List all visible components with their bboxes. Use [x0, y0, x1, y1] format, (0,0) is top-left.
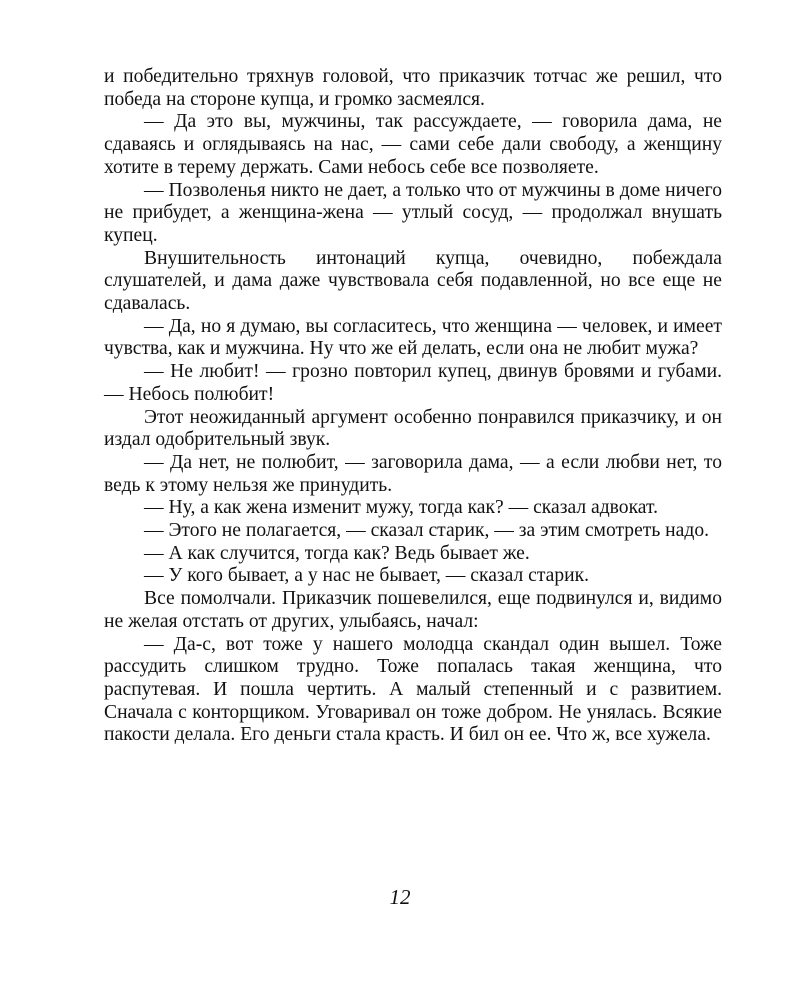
paragraph: — Ну, а как жена изменит мужу, тогда как? — сказал адвокат. — [144, 497, 658, 519]
page-text — [104, 66, 722, 747]
paragraph: — Да-с, вот тоже у нашего молодца скандал один вышел. Тоже рассудить слишком трудно. Тоже попалась такая женщина, что распутевая. И пошла чертить. А малый степенный и с развитием. Сначала с конторщиком. Уговаривал он тоже добром. Не унялась. Всякие пакости делала. Его деньги стала красть. И бил он ее. Что ж, все хужела. — [104, 633, 722, 746]
paragraph: Внушительность интонаций купца, очевидно, побеждала слушателей, и дама даже чувствовала себя подавленной, но все еще не сдавалась. — [104, 247, 722, 315]
paragraph: — Да нет, не полюбит, — заговорила дама, — а если любви нет, то ведь к этому нельзя же принудить. — [104, 451, 722, 496]
paragraph: — А как случится, тогда как? Ведь бывает же. — [144, 542, 530, 564]
paragraph-continuation: и победительно тряхнув головой, что приказчик тотчас же решил, что победа на стороне купца, и громко засмеялся. — [104, 66, 722, 110]
paragraph: — Да это вы, мужчины, так рассуждаете, — говорила дама, не сдаваясь и оглядываясь на нас, — сами себе дали свободу, а женщину хотите в терему держать. Сами небось себе все позволяете. — [104, 111, 722, 178]
paragraph: — Позволенья никто не дает, а только что от мужчины в доме ничего не прибудет, а женщина-жена — утлый сосуд, — продолжал внушать купец. — [104, 179, 722, 246]
paragraph: Этот неожиданный аргумент особенно понравился приказчику, и он издал одобрительный звук. — [104, 406, 722, 451]
paragraph: — Да, но я думаю, вы согласитесь, что женщина — человек, и имеет чувства, как и мужчина. Ну что же ей делать, если она не любит мужа? — [104, 315, 722, 360]
page-number: 12 — [389, 885, 411, 909]
paragraph: — Этого не полагается, — сказал старик, — за этим смотреть надо. — [144, 520, 710, 542]
paragraph: Все помолчали. Приказчик пошевелился, еще подвинулся и, видимо не желая отстать от других, улыбаясь, начал: — [104, 588, 722, 632]
paragraph: — У кого бывает, а у нас не бывает, — сказал старик. — [144, 565, 590, 587]
paragraph: — Не любит! — грозно повторил купец, двинув бровями и губами. — Небось полюбит! — [104, 361, 722, 405]
